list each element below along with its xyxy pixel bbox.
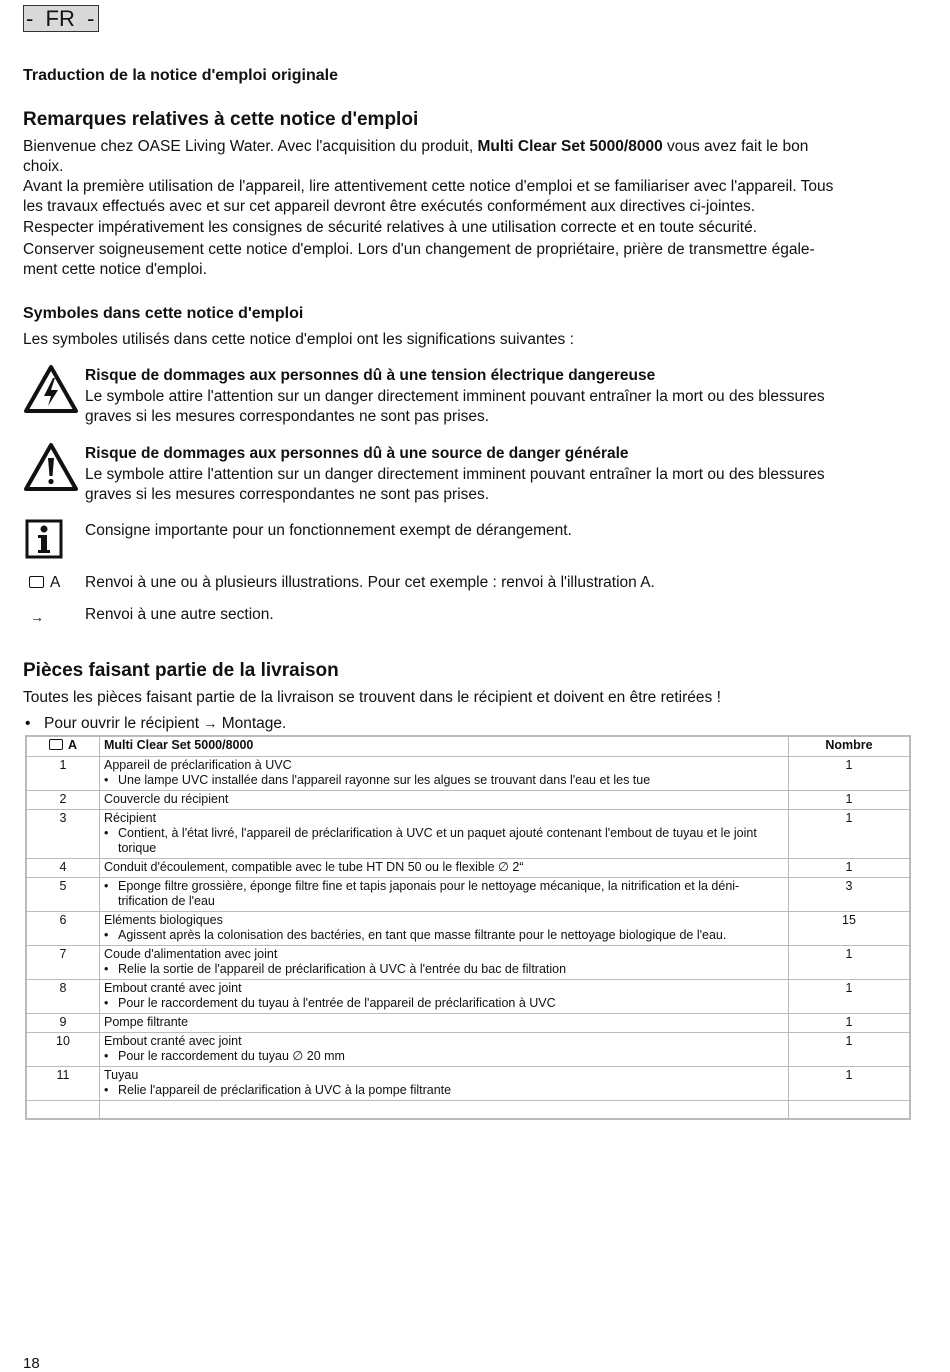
general-hazard-line2: graves si les mesures correspondantes ne sont pas prises. (85, 486, 490, 503)
row-description (100, 1033, 789, 1067)
column-illustration (26, 736, 100, 757)
read-instructions-line2: les travaux effectués avec et sur cet appareil devront être exécutés conformément aux directives ci-jointes. (23, 198, 756, 215)
delivery-parts-table (25, 735, 911, 1120)
table-row (26, 912, 910, 946)
table-empty-row (26, 1101, 910, 1120)
empty-cell (26, 1101, 100, 1120)
symbols-intro: Les symboles utilisés dans cette notice d'emploi ont les significations suivantes : (23, 331, 574, 348)
page-number: 18 (23, 1355, 40, 1372)
row-number: 5 (26, 878, 100, 912)
illustration-icon (29, 576, 44, 588)
info-icon (25, 519, 63, 559)
part-name: Eléments biologiques (104, 913, 223, 927)
safety-instructions: Respecter impérativement les consignes de sécurité relatives à une utilisation correcte et en toute sécurité. (23, 219, 758, 236)
row-number: 11 (26, 1067, 100, 1101)
row-quantity: 1 (789, 757, 911, 791)
delivery-heading: Pièces faisant partie de la livraison (23, 660, 339, 681)
row-description (100, 946, 789, 980)
row-quantity: 1 (789, 946, 911, 980)
row-description (100, 791, 789, 810)
bullet-dot: • (25, 715, 31, 732)
bullet-text: Pour ouvrir le récipient (44, 715, 200, 732)
row-number: 4 (26, 859, 100, 878)
keep-manual-line2: ment cette notice d'emploi. (23, 261, 207, 278)
part-detail: • Eponge filtre grossière, éponge filtre fine et tapis japonais pour le nettoyage mécanique, la nitrification et la déni-trification de l'eau (104, 879, 784, 909)
row-number: 10 (26, 1033, 100, 1067)
row-description (100, 980, 789, 1014)
row-quantity: 1 (789, 1033, 911, 1067)
illustration-reference-text: Renvoi à une ou à plusieurs illustrations. Pour cet exemple : renvoi à l'illustration A. (85, 574, 655, 591)
row-description (100, 1067, 789, 1101)
row-description (100, 757, 789, 791)
row-number: 9 (26, 1014, 100, 1033)
part-name: Embout cranté avec joint (104, 981, 242, 995)
row-number: 2 (26, 791, 100, 810)
electric-hazard-icon (23, 364, 79, 414)
table-row (26, 946, 910, 980)
table-row (26, 980, 910, 1014)
product-name: Multi Clear Set 5000/8000 (477, 138, 663, 155)
part-name: Tuyau (104, 1068, 139, 1082)
part-name: Coude d'alimentation avec joint (104, 947, 278, 961)
language-tag: - FR - (23, 5, 99, 32)
part-name: Embout cranté avec joint (104, 1034, 242, 1048)
row-quantity: 1 (789, 859, 911, 878)
part-detail: • Pour le raccordement du tuyau à l'entrée de l'appareil de préclarification à UVC (104, 996, 784, 1011)
part-name: Conduit d'écoulement, compatible avec le tube HT DN 50 ou le flexible ∅ 2“ (104, 860, 524, 874)
row-quantity: 1 (789, 810, 911, 859)
part-detail: • Relie l'appareil de préclarification à UVC à la pompe filtrante (104, 1083, 784, 1098)
general-hazard-title: Risque de dommages aux personnes dû à une source de danger générale (85, 445, 629, 462)
section-heading-notes: Remarques relatives à cette notice d'emploi (23, 109, 419, 130)
row-description (100, 810, 789, 859)
part-name: Appareil de préclarification à UVC (104, 758, 292, 772)
row-number: 3 (26, 810, 100, 859)
part-detail: • Une lampe UVC installée dans l'appareil rayonne sur les algues se trouvant dans l'eau et les tue (104, 773, 784, 788)
table-row (26, 1033, 910, 1067)
electric-hazard-title: Risque de dommages aux personnes dû à une tension électrique dangereuse (85, 367, 656, 384)
row-number: 7 (26, 946, 100, 980)
illustration-label: A (50, 574, 61, 591)
delivery-intro: Toutes les pièces faisant partie de la livraison se trouvent dans le récipient et doivent en être retirées ! (23, 689, 721, 706)
symbols-heading: Symboles dans cette notice d'emploi (23, 305, 304, 322)
intro-paragraph (23, 137, 923, 280)
table-row (26, 810, 910, 859)
document-subtitle: Traduction de la notice d'emploi originale (23, 67, 338, 84)
table-row (26, 859, 910, 878)
arrow-right-icon: → (30, 609, 44, 625)
delivery-bullet (25, 713, 286, 734)
part-detail: • Pour le raccordement du tuyau ∅ 20 mm (104, 1049, 784, 1064)
part-name: Pompe filtrante (104, 1015, 189, 1029)
empty-cell (100, 1101, 789, 1120)
table-row (26, 1067, 910, 1101)
montage-reference[interactable]: Montage. (221, 715, 287, 732)
row-description (100, 859, 789, 878)
row-quantity: 1 (789, 1067, 911, 1101)
part-name: Couvercle du récipient (104, 792, 229, 806)
row-number: 6 (26, 912, 100, 946)
row-number: 1 (26, 757, 100, 791)
column-illustration-label: A (67, 738, 78, 752)
table-row (26, 757, 910, 791)
column-quantity: Nombre (789, 736, 911, 757)
illustration-reference-symbol (29, 573, 60, 593)
electric-hazard-line1: Le symbole attire l'attention sur un danger directement imminent pouvant entraîner la mort ou des blessures (85, 388, 825, 405)
section-reference-text: Renvoi à une autre section. (85, 606, 274, 623)
table-row (26, 1014, 910, 1033)
row-quantity: 15 (789, 912, 911, 946)
empty-cell (789, 1101, 911, 1120)
general-hazard-line1: Le symbole attire l'attention sur un danger directement imminent pouvant entraîner la mort ou des blessures (85, 466, 825, 483)
general-hazard-icon (23, 442, 79, 492)
part-name: Récipient (104, 811, 157, 825)
part-detail: • Contient, à l'état livré, l'appareil de préclarification à UVC et un paquet ajouté contenant l'embout de tuyau et le joint torique (104, 826, 784, 856)
illustration-icon (49, 739, 63, 750)
table-row (26, 791, 910, 810)
row-description (100, 912, 789, 946)
row-quantity: 1 (789, 791, 911, 810)
electric-hazard-text (85, 387, 825, 427)
table-row (26, 878, 910, 912)
general-hazard-text (85, 465, 825, 505)
electric-hazard-line2: graves si les mesures correspondantes ne sont pas prises. (85, 408, 490, 425)
row-quantity: 3 (789, 878, 911, 912)
intro-text-d: choix. (23, 158, 64, 175)
keep-manual-line1: Conserver soigneusement cette notice d'emploi. Lors d'un changement de propriétaire, prière de transmettre égale- (23, 241, 815, 258)
arrow-right-icon: → (203, 715, 218, 731)
part-detail: • Agissent après la colonisation des bactéries, en tant que masse filtrante pour le nettoyage biologique de l'eau. (104, 928, 784, 943)
read-instructions-line1: Avant la première utilisation de l'appareil, lire attentivement cette notice d'emploi et se familiariser avec l'appareil. Tous (23, 178, 834, 195)
table-header-row (26, 736, 910, 757)
part-detail: • Relie la sortie de l'appareil de préclarification à UVC à l'entrée du bac de filtration (104, 962, 784, 977)
intro-text-c: vous avez fait le bon (662, 138, 809, 155)
row-number: 8 (26, 980, 100, 1014)
row-quantity: 1 (789, 980, 911, 1014)
row-description (100, 1014, 789, 1033)
info-text: Consigne importante pour un fonctionnement exempt de dérangement. (85, 522, 572, 539)
intro-text-a: Bienvenue chez OASE Living Water. Avec l'acquisition du produit, (23, 138, 478, 155)
row-quantity: 1 (789, 1014, 911, 1033)
column-name: Multi Clear Set 5000/8000 (100, 736, 789, 757)
row-description (100, 878, 789, 912)
